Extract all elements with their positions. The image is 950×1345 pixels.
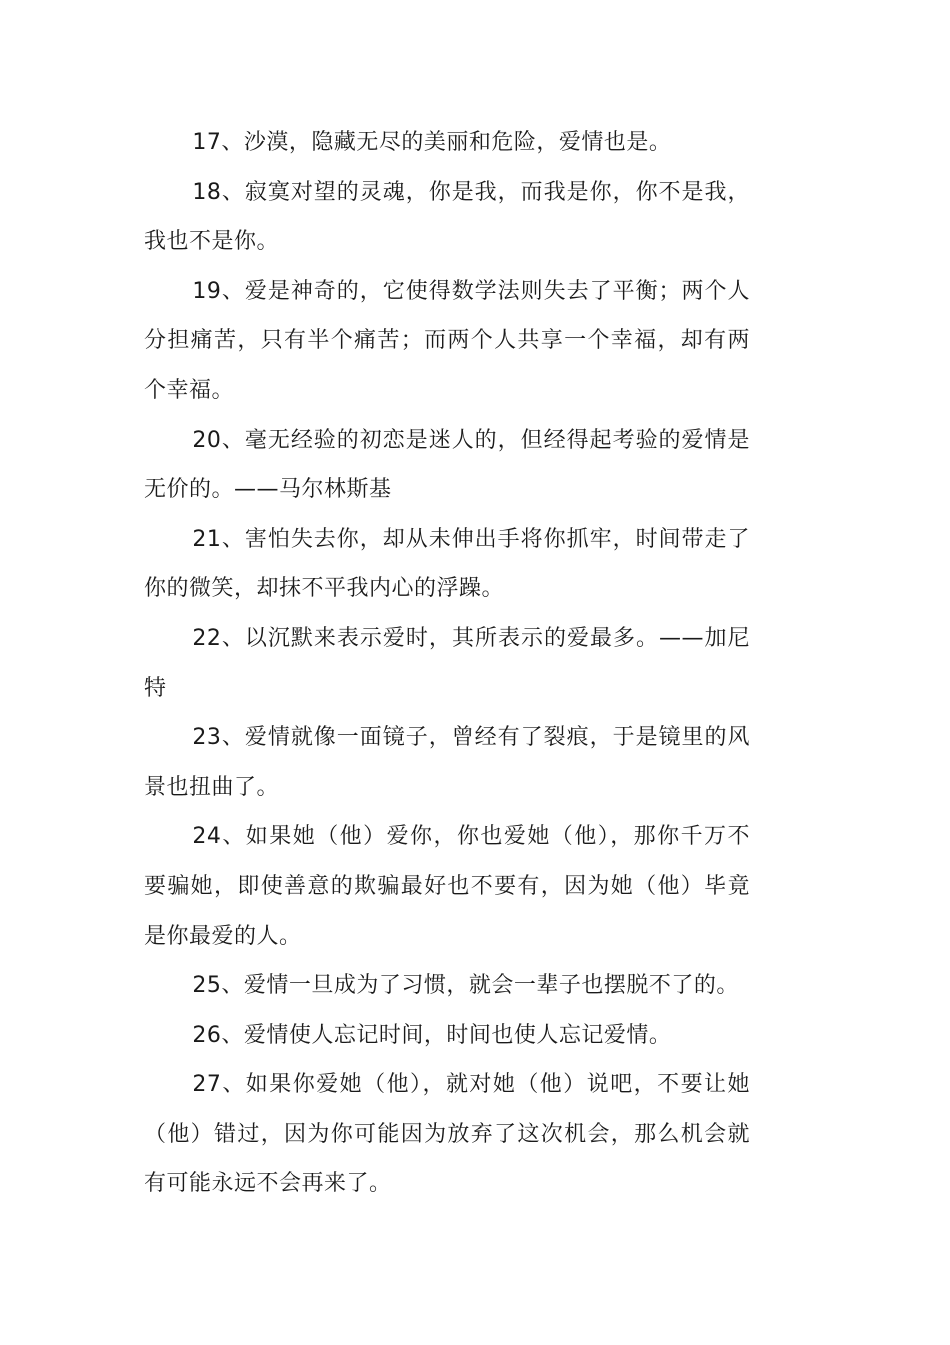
quote-paragraph-21: 21、害怕失去你，却从未伸出手将你抓牢，时间带走了你的微笑，却抹不平我内心的浮躁。 <box>144 526 750 602</box>
quote-paragraph-27: 27、如果你爱她（他），就对她（他）说吧，不要让她（他）错过，因为你可能因为放弃了这次机会，那么机会就有可能永远不会再来了。 <box>144 1072 750 1197</box>
quote-paragraph-24: 24、如果她（他）爱你，你也爱她（他），那你千万不要骗她，即使善意的欺骗最好也不要有，因为她（他）毕竟是你最爱的人。 <box>144 824 750 949</box>
quote-paragraph-19: 19、爱是神奇的，它使得数学法则失去了平衡；两个人分担痛苦，只有半个痛苦；而两个人共享一个幸福，却有两个幸福。 <box>144 278 750 403</box>
quote-paragraph-22: 22、以沉默来表示爱时，其所表示的爱最多。——加尼特 <box>144 625 750 701</box>
quote-paragraph-20: 20、毫无经验的初恋是迷人的，但经得起考验的爱情是无价的。——马尔林斯基 <box>144 427 750 503</box>
quote-paragraph-25: 25、爱情一旦成为了习惯，就会一辈子也摆脱不了的。 <box>192 973 739 999</box>
quote-paragraph-26: 26、爱情使人忘记时间，时间也使人忘记爱情。 <box>192 1022 672 1048</box>
quote-paragraph-18: 18、寂寞对望的灵魂，你是我，而我是你，你不是我，我也不是你。 <box>144 179 750 255</box>
quote-paragraph-17: 17、沙漠，隐藏无尽的美丽和危险，爱情也是。 <box>192 130 672 155</box>
quote-paragraph-23: 23、爱情就像一面镜子，曾经有了裂痕，于是镜里的风景也扭曲了。 <box>144 725 750 800</box>
document-body <box>144 118 750 1209</box>
